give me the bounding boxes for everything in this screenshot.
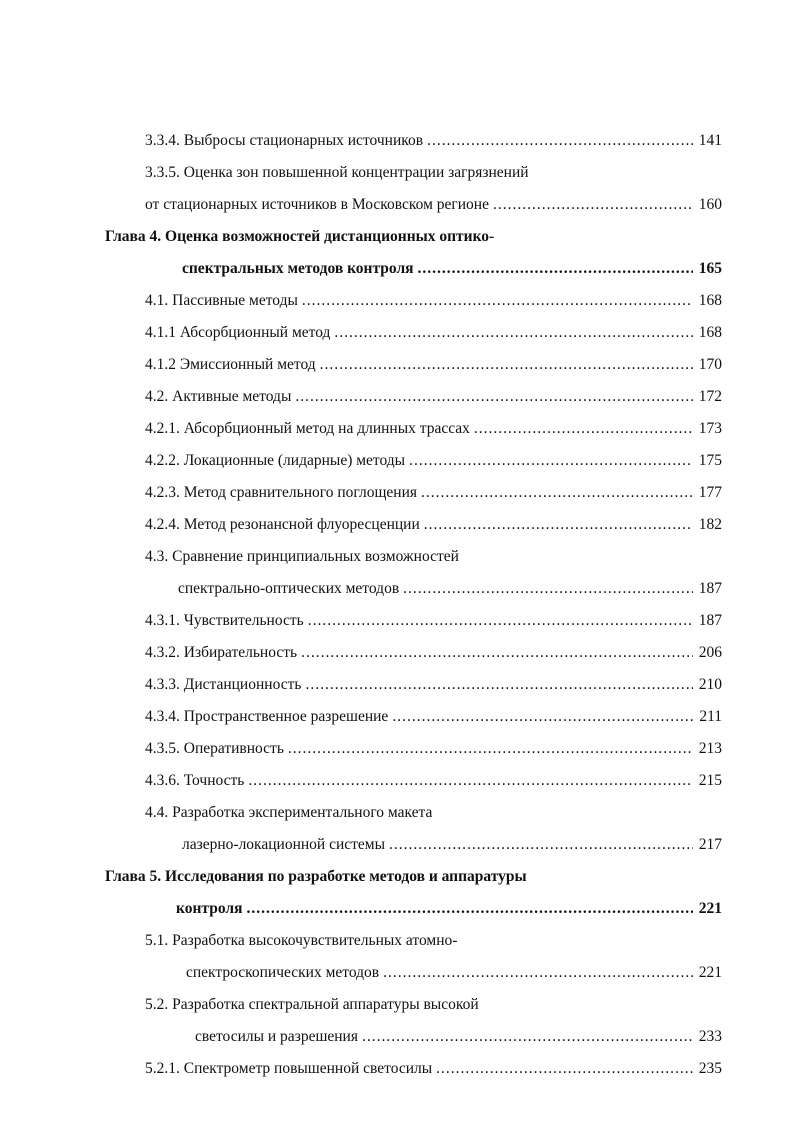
dot-leader	[474, 419, 693, 439]
dot-leader	[305, 675, 692, 695]
toc-entry-5-2-cont	[195, 1027, 722, 1047]
toc-entry-title: 4.1.1 Абсорбционный метод	[145, 324, 331, 341]
toc-entry-title: спектрально-оптических методов	[178, 580, 400, 597]
toc-entry-page: 211	[699, 708, 722, 725]
toc-entry-page: 210	[698, 676, 722, 693]
dot-leader	[424, 515, 693, 535]
toc-entry-4-4	[145, 803, 432, 823]
toc-entry-page: 141	[698, 132, 722, 149]
toc-entry-page: 206	[698, 644, 722, 661]
toc-chapter-page: 221	[698, 900, 722, 917]
dot-leader	[301, 643, 693, 663]
toc-entry-page: 168	[698, 324, 722, 341]
toc-entry-4-1-1	[145, 323, 722, 343]
dot-leader	[246, 899, 692, 919]
toc-chapter-title: Глава 5. Исследования по разработке методов и аппаратуры	[105, 868, 527, 885]
toc-chapter-5	[105, 867, 527, 887]
toc-entry-5-2	[145, 995, 479, 1015]
toc-entry-4-3-5	[145, 739, 722, 759]
dot-leader	[493, 195, 693, 215]
dot-leader	[308, 611, 693, 631]
toc-entry-title: 4.3.1. Чувствительность	[145, 612, 304, 629]
toc-entry-title: 4.2.4. Метод резонансной флуоресценции	[145, 516, 420, 533]
toc-chapter-4-cont	[182, 259, 722, 279]
toc-entry-title: 4.3.2. Избирательность	[145, 644, 298, 661]
dot-leader	[248, 771, 692, 791]
toc-entry-page: 168	[698, 292, 722, 309]
toc-entry-title: 5.2. Разработка спектральной аппаратуры высокой	[145, 996, 479, 1013]
toc-entry-title: 4.2.2. Локационные (лидарные) методы	[145, 452, 406, 469]
toc-entry-4-3-3	[145, 675, 722, 695]
toc-entry-page: 233	[698, 1028, 722, 1045]
toc-entry-title: 4.1. Пассивные методы	[145, 292, 298, 309]
toc-entry-title: лазерно-локационной системы	[182, 836, 386, 853]
toc-entry-page: 182	[698, 516, 722, 533]
toc-entry-page: 187	[698, 580, 722, 597]
toc-entry-4-2-4	[145, 515, 722, 535]
toc-entry-title: 4.3.6. Точность	[145, 772, 245, 789]
dot-leader	[421, 483, 693, 503]
toc-entry-4-2-1	[145, 419, 722, 439]
toc-entry-title: 3.3.5. Оценка зон повышенной концентрации загрязнений	[145, 164, 529, 181]
toc-chapter-title: спектральных методов контроля	[182, 260, 414, 277]
dot-leader	[334, 323, 692, 343]
dot-leader	[427, 131, 693, 151]
toc-entry-title: 4.4. Разработка экспериментального макета	[145, 804, 433, 821]
toc-entry-page: 215	[698, 772, 722, 789]
toc-chapter-title: Глава 4. Оценка возможностей дистанционных оптико-	[105, 228, 495, 245]
toc-entry-page: 170	[698, 356, 722, 373]
toc-entry-4-1-2	[145, 355, 722, 375]
toc-entry-title: 4.3.4. Пространственное разрешение	[145, 708, 389, 725]
toc-entry-4-3-1	[145, 611, 722, 631]
toc-chapter-page: 165	[698, 260, 722, 277]
toc-entry-title: 4.3. Сравнение принципиальных возможностей	[145, 548, 459, 565]
toc-entry-4-1	[145, 291, 722, 311]
toc-entry-4-3-2	[145, 643, 722, 663]
toc-entry-4-4-cont	[182, 835, 722, 855]
toc-entry-5-2-1	[145, 1059, 722, 1079]
toc-chapter-title: контроля	[176, 900, 243, 917]
toc-entry-title: 4.2. Активные методы	[145, 388, 292, 405]
dot-leader	[383, 963, 693, 983]
toc-entry-page: 172	[698, 388, 722, 405]
toc-entry-title: 4.3.5. Оперативность	[145, 740, 284, 757]
dot-leader	[409, 451, 693, 471]
toc-entry-title: 4.2.1. Абсорбционный метод на длинных трассах	[145, 420, 470, 437]
toc-entry-title: 3.3.4. Выбросы стационарных источников	[145, 132, 424, 149]
toc-entry-title: 4.2.3. Метод сравнительного поглощения	[145, 484, 417, 501]
toc-chapter-5-cont	[176, 899, 722, 919]
toc-entry-5-1-cont	[186, 963, 722, 983]
dot-leader	[403, 579, 693, 599]
toc-entry-5-1	[145, 931, 457, 951]
toc-entry-title: 4.3.3. Дистанционность	[145, 676, 302, 693]
dot-leader	[320, 355, 693, 375]
dot-leader	[389, 835, 693, 855]
dot-leader	[302, 291, 693, 311]
toc-entry-4-3-cont	[178, 579, 722, 599]
toc-entry-4-2	[145, 387, 722, 407]
toc-entry-title: от стационарных источников в Московском регионе	[145, 196, 489, 213]
dot-leader	[418, 259, 693, 279]
dot-leader	[436, 1059, 693, 1079]
dot-leader	[295, 387, 692, 407]
toc-entry-page: 187	[698, 612, 722, 629]
toc-entry-page: 173	[698, 420, 722, 437]
toc-entry-page: 217	[698, 836, 722, 853]
dot-leader	[392, 707, 693, 727]
toc-entry-page: 221	[698, 964, 722, 981]
toc-entry-page: 213	[698, 740, 722, 757]
toc-entry-title: 5.2.1. Спектрометр повышенной светосилы	[145, 1060, 433, 1077]
dot-leader	[288, 739, 693, 759]
toc-entry-4-3-4	[145, 707, 722, 727]
toc-chapter-4	[105, 227, 494, 247]
toc-entry-4-2-2	[145, 451, 722, 471]
toc-entry-title: спектроскопических методов	[186, 964, 380, 981]
toc-entry-4-2-3	[145, 483, 722, 503]
toc-entry-page: 175	[698, 452, 722, 469]
toc-entry-title: светосилы и разрешения	[195, 1028, 358, 1045]
toc-entry-page: 235	[698, 1060, 722, 1077]
toc-entry-title: 5.1. Разработка высокочувствительных атомно-	[145, 932, 458, 949]
toc-entry-3-3-5	[145, 163, 529, 183]
toc-entry-4-3	[145, 547, 459, 567]
toc-entry-3-3-5-cont	[145, 195, 722, 215]
toc-entry-page: 177	[698, 484, 722, 501]
toc-entry-title: 4.1.2 Эмиссионный метод	[145, 356, 316, 373]
dot-leader	[362, 1027, 693, 1047]
toc-entry-4-3-6	[145, 771, 722, 791]
toc-entry-3-3-4	[145, 131, 722, 151]
toc-entry-page: 160	[698, 196, 722, 213]
